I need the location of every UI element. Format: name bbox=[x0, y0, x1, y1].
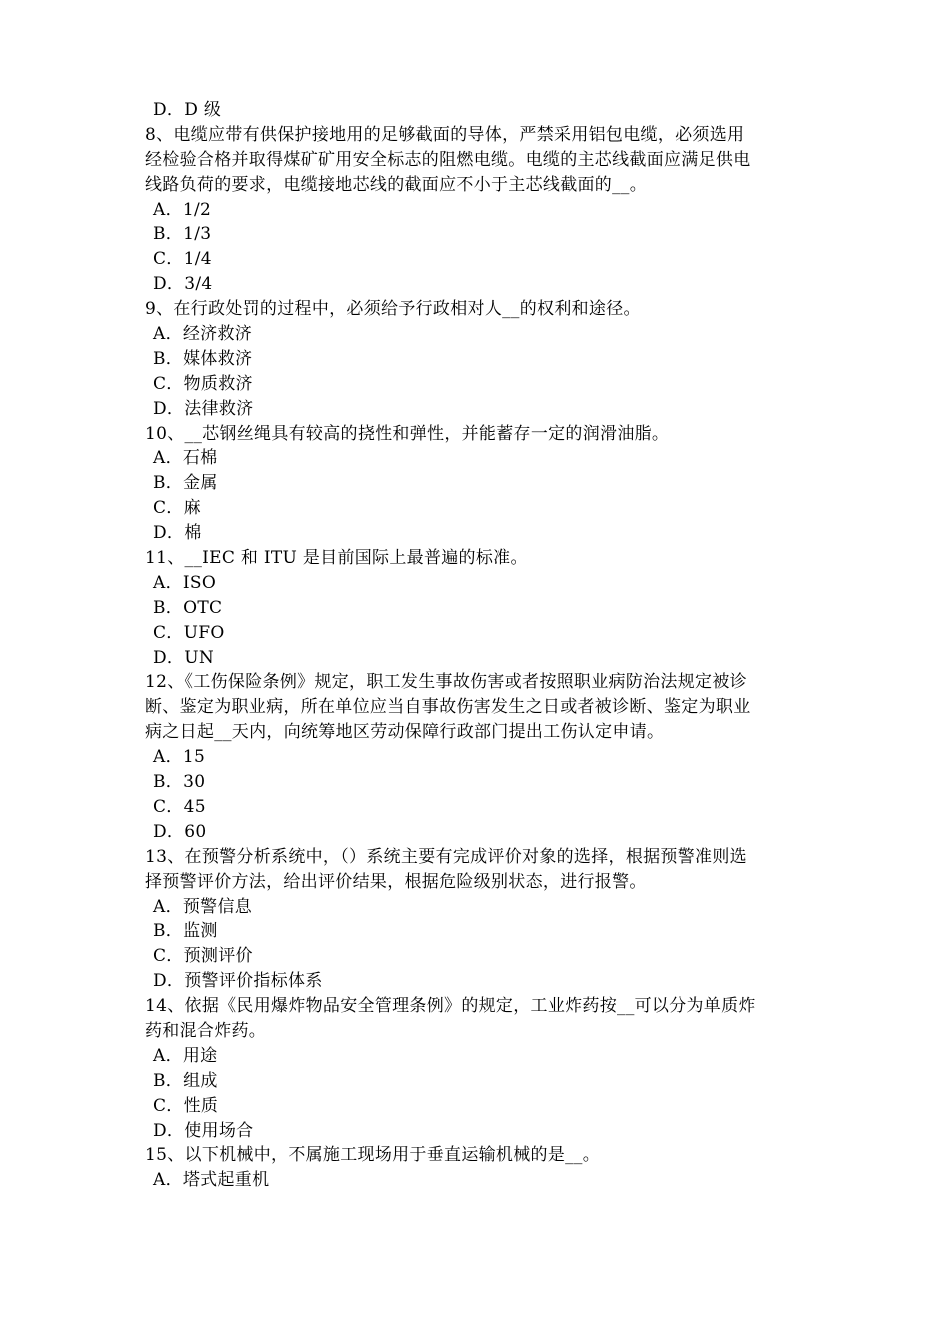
question-14-option-d: D．使用场合 bbox=[153, 1120, 254, 1141]
question-10-option-c: C．麻 bbox=[153, 498, 201, 519]
question-14-option-c: C．性质 bbox=[153, 1095, 219, 1116]
question-11-option-d: D．UN bbox=[153, 647, 215, 668]
question-14-line-2: 药和混合炸药。 bbox=[145, 1020, 267, 1041]
question-12-line-3: 病之日起__天内，向统筹地区劳动保障行政部门提出工伤认定申请。 bbox=[145, 722, 665, 743]
question-list bbox=[145, 98, 810, 1193]
question-12-option-d: D．60 bbox=[153, 821, 207, 842]
option-d-fragment: D．D 级 bbox=[153, 100, 222, 120]
question-12-option-a: A．15 bbox=[153, 747, 206, 768]
question-9-line-1: 9、在行政处罚的过程中，必须给予行政相对人__的权利和途径。 bbox=[145, 299, 641, 320]
question-9 bbox=[145, 297, 810, 421]
question-9-option-a: A．经济救济 bbox=[153, 324, 253, 345]
question-9-option-d: D．法律救济 bbox=[153, 398, 254, 419]
question-11 bbox=[145, 546, 810, 670]
question-13-line-2: 择预警评价方法，给出评价结果，根据危险级别状态，进行报警。 bbox=[145, 871, 647, 892]
question-13 bbox=[145, 845, 810, 994]
question-14-line-1: 14、依据《民用爆炸物品安全管理条例》的规定，工业炸药按__可以分为单质炸 bbox=[145, 996, 756, 1017]
question-8-line-3: 线路负荷的要求，电缆接地芯线的截面应不小于主芯线截面的__。 bbox=[145, 174, 647, 195]
question-14 bbox=[145, 994, 810, 1143]
question-13-option-a: A．预警信息 bbox=[153, 896, 253, 917]
question-8-option-d: D．3/4 bbox=[153, 274, 213, 295]
question-10-option-b: B．金属 bbox=[153, 473, 218, 494]
question-15-option-a: A．塔式起重机 bbox=[153, 1170, 270, 1191]
question-14-option-b: B．组成 bbox=[153, 1070, 218, 1091]
question-13-option-b: B．监测 bbox=[153, 921, 218, 942]
question-13-option-d: D．预警评价指标体系 bbox=[153, 971, 323, 992]
question-10-option-d: D．棉 bbox=[153, 523, 202, 544]
question-12-line-2: 断、鉴定为职业病，所在单位应当自事故伤害发生之日或者被诊断、鉴定为职业 bbox=[145, 697, 751, 718]
question-9-option-c: C．物质救济 bbox=[153, 373, 253, 394]
question-13-line-1: 13、在预警分析系统中，（）系统主要有完成评价对象的选择，根据预警准则选 bbox=[145, 846, 747, 867]
question-12-option-c: C．45 bbox=[153, 796, 206, 817]
question-8 bbox=[145, 123, 810, 297]
question-13-option-c: C．预测评价 bbox=[153, 946, 253, 967]
question-14-option-a: A．用途 bbox=[153, 1045, 218, 1066]
question-10-line-1: 10、__芯钢丝绳具有较高的挠性和弹性，并能蓄存一定的润滑油脂。 bbox=[145, 423, 670, 444]
question-8-line-2: 经检验合格并取得煤矿矿用安全标志的阻燃电缆。电缆的主芯线截面应满足供电 bbox=[145, 149, 751, 170]
question-11-line-1: 11、__IEC 和 ITU 是目前国际上最普遍的标准。 bbox=[145, 548, 528, 569]
question-8-line-1: 8、电缆应带有供保护接地用的足够截面的导体，严禁采用铝包电缆，必须选用 bbox=[145, 124, 745, 145]
question-10-option-a: A．石棉 bbox=[153, 448, 218, 469]
question-12-line-1: 12、《工伤保险条例》规定，职工发生事故伤害或者按照职业病防治法规定被诊 bbox=[145, 672, 747, 693]
question-9-option-b: B．媒体救济 bbox=[153, 348, 253, 369]
question-12 bbox=[145, 670, 810, 844]
question-11-option-c: C．UFO bbox=[153, 622, 225, 643]
question-15-line-1: 15、以下机械中，不属施工现场用于垂直运输机械的是__。 bbox=[145, 1145, 601, 1166]
question-11-option-a: A．ISO bbox=[153, 572, 217, 593]
question-12-option-b: B．30 bbox=[153, 772, 206, 793]
question-8-option-b: B．1/3 bbox=[153, 224, 212, 245]
question-15 bbox=[145, 1143, 810, 1193]
question-8-option-c: C．1/4 bbox=[153, 249, 212, 270]
question-10 bbox=[145, 422, 810, 546]
question-8-option-a: A．1/2 bbox=[153, 199, 212, 220]
question-11-option-b: B．OTC bbox=[153, 597, 223, 618]
